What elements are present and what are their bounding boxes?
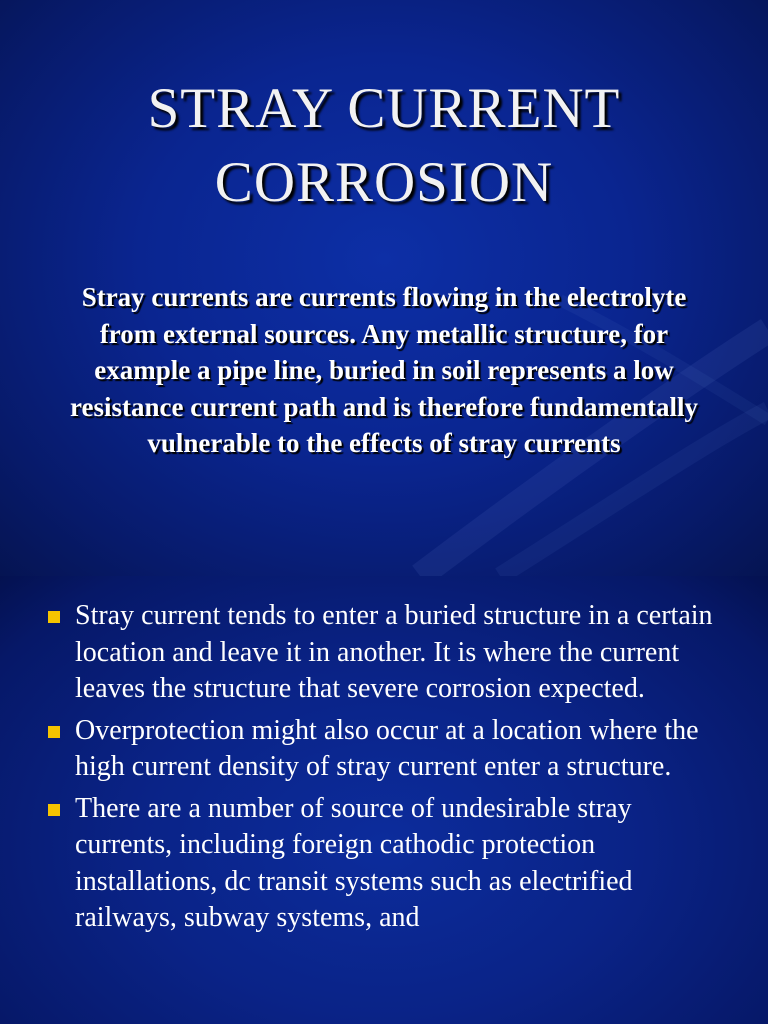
- bullet-text: Stray current tends to enter a buried structure in a certain location and leave it in another. It is where the current leaves the structure that severe corrosion expected.: [75, 600, 713, 704]
- slide-title-heading: [0, 72, 768, 220]
- slide-content: [0, 576, 768, 1024]
- square-bullet-icon: [48, 611, 60, 623]
- bullet-item: [0, 713, 768, 786]
- title-line-1: STRAY CURRENT: [147, 77, 621, 140]
- bullet-text: There are a number of source of undesirable stray currents, including foreign cathodic protection installations, dc transit systems such as electrified railways, subway systems, and: [75, 792, 633, 933]
- title-line-2: CORROSION: [214, 151, 554, 214]
- square-bullet-icon: [48, 726, 60, 738]
- bullet-list: [0, 598, 768, 942]
- slide-subtitle: Stray currents are currents flowing in the electrolyte from external sources. Any metallic structure, for example a pipe line, buried in soil represents a low resistance current path and is therefore fundamentally vulnerable to the effects of stray currents: [70, 282, 698, 458]
- square-bullet-icon: [48, 804, 60, 816]
- bullet-text: Overprotection might also occur at a location where the high current density of stray current enter a structure.: [75, 714, 699, 782]
- bullet-item: [0, 791, 768, 937]
- bullet-item: [0, 598, 768, 708]
